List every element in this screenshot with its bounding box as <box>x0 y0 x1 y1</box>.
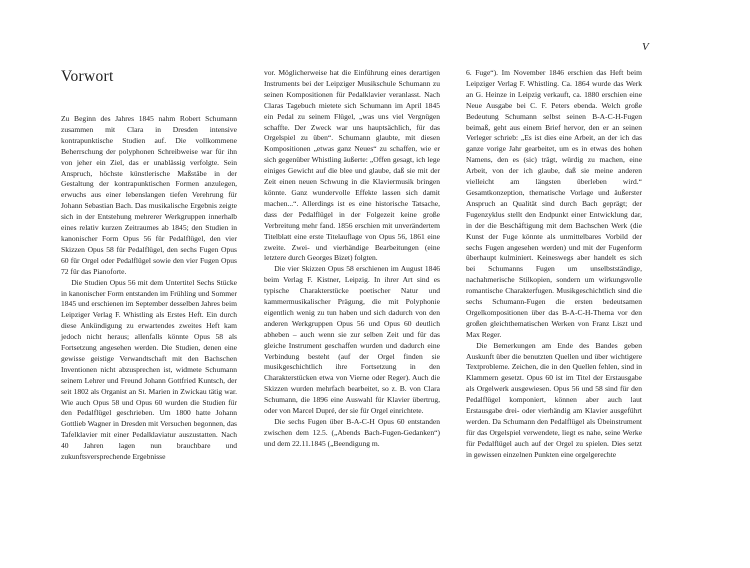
paragraph: vor. Möglicherweise hat die Einführung eines derartigen Instruments bei der Leipziger Musikschule Schumann zu seinen Kompositionen für Pedalklavier veranlasst. Nach Claras Tagebuch mietete sich Schumann im April 1845 ein Pedal zu seinem Flügel, „was uns viel Vergnügen schaffte. Der Zweck war uns hauptsächlich, für das Orgelspiel zu üben“. Schumann glaubte, mit diesen Kompositionen „etwas ganz Neues“ zu schaffen, wie er sich gegenüber Whistling äußerte: „Offen gesagt, ich lege einiges Gewicht auf die blee und glaube, daß sie mit der Zeit einen neuen Schwung in die Klaviermusik bringen könnte. Ganz wundervolle Effekte lassen sich damit machen...“. Allerdings ist es eine historische Tatsache, dass der Pedalflügel in der Folgezeit keine große Verbreitung mehr fand. 1856 erschien mit unverändertem Titelblatt eine erste Titelauflage von Opus 56, 1861 eine zweite. Zwei- und vierhändige Bearbeitungen (eine letztere durch Georges Bizet) folgten. <box>264 68 440 263</box>
text-column-2 <box>264 68 440 450</box>
text-column-3 <box>466 68 642 461</box>
paragraph: Zu Beginn des Jahres 1845 nahm Robert Schumann zusammen mit Clara in Dresden intensive kontrapunktische Studien auf. Die vollkommene Beherrschung der polyphonen Schreibweise war für ihn von jeher ein Ziel, das er unablässig verfolgte. Sein Anspruch, höchste künstlerische Maßstäbe in der Gestaltung der kontrapunktischen Formen anzulegen, erwuchs aus einer lebenslangen tiefen Verehrung für Johann Sebastian Bach. Das musikalische Ergebnis zeigte sich in der Entstehung mehrerer Werkgruppen innerhalb eines relativ kurzen Zeitraumes ab 1845; den Studien in kanonischer Form Opus 56 für Pedalflügel, den vier Skizzen Opus 58 für Pedalflügel, den sechs Fugen Opus 60 für Orgel oder Pedalflügel sowie den vier Fugen Opus 72 für das Pianoforte. <box>61 114 237 276</box>
page-title: Vorwort <box>61 68 114 85</box>
paragraph: Die Bemerkungen am Ende des Bandes geben Auskunft über die benutzten Quellen und über wichtigere Textprobleme. Zeichen, die in den Quellen fehlen, sind in Klammern gesetzt. Opus 60 ist im Titel der Erstausgabe als Orgelwerk ausgewiesen. Opus 56 und 58 sind für den Pedalflügel komponiert, können aber auch laut Erstausgabe drei- oder vierhändig am Klavier ausgeführt werden. Da Schumann den Pedalflügel als Übeinstrument für das Orgelspiel verwendete, liegt es nahe, seine Werke für Pedalflügel auch auf der Orgel zu spielen. Dies setzt in gewissen einzelnen Punkten eine orgelgerechte <box>466 340 642 459</box>
text-column-1 <box>61 114 237 463</box>
paragraph: Die vier Skizzen Opus 58 erschienen im August 1846 beim Verlag F. Kistner, Leipzig. In ihrer Art sind es typische Charakterstücke poetischer Natur und kammermusikalischer Prägung, die mit Polyphonie eigentlich wenig zu tun haben und sich dadurch von den anderen Werkgruppen Opus 56 und Opus 60 deutlich abheben – auch wenn sie zur selben Zeit und für das gleiche Instrument geschaffen wurden und dadurch eine Verbindung besteht (auf der Orgel finden sie musikgeschichtlich ihre Fortsetzung in den Charakterstücken etwa von Vierne oder Reger). Auch die Skizzen wurden mehrfach bearbeitet, so z. B. von Clara Schumann, die 1896 eine Auswahl für Klavier übertrug, oder von Marcel Dupré, der sie für Orgel einrichtete. <box>264 264 440 416</box>
paragraph: Die Studien Opus 56 mit dem Untertitel Sechs Stücke in kanonischer Form entstanden im Frühling und Sommer 1845 und erschienen im September desselben Jahres beim Leipziger Verlag F. Whistling als Erstes Heft. Ein durch diese Ankündigung zu erwartendes zweites Heft kam jedoch nicht heraus; allenfalls könnte Opus 58 als Fortsetzung angesehen werden. Die Studien, denen eine gewisse geistige Verwandtschaft mit den Bachschen Inventionen nicht abzusprechen ist, widmete Schumann seinem Lehrer und Freund Johann Gottfried Kuntsch, der seit 1802 als Organist an St. Marien in Zwickau tätig war. Wie auch Opus 58 und Opus 60 wurden die Studien für den Pedalflügel geschrieben. Um 1800 hatte Johann Gottlieb Wagner in Dresden mit Versuchen begonnen, das Tafelklavier mit einer Pedalklaviatur auszustatten. Nach 40 Jahren lagen nun brauchbare und zukunftsversprechende Ergebnisse <box>61 277 237 462</box>
paragraph: Die sechs Fugen über B-A-C-H Opus 60 entstanden zwischen dem 12.5. („Abends Bach-Fugen-Gedanken“) und dem 22.11.1845 („Beendigung m. <box>264 417 440 448</box>
page-number: V <box>642 41 650 53</box>
paragraph: 6. Fuge“). Im November 1846 erschien das Heft beim Leipziger Verlag F. Whistling. Ca. 1864 wurde das Werk an G. Heinze in Leipzig verkauft, ca. 1880 erschien eine Neue Ausgabe bei C. F. Peters ebenda. Welch große Bedeutung Schumann selbst seinen B-A-C-H-Fugen beimaß, geht aus einem Brief hervor, den er an seinen Verleger schrieb: „Es ist dies eine Arbeit, an der ich das ganze vorige Jahr gearbeitet, um es in etwas des hohen Namens, den es (sic) trägt, würdig zu machen, eine Arbeit, von der ich glaube, daß sie meine anderen vielleicht am längsten überleben wird.“ Gesamtkonzeption, thematische Vorlage und äußerster Anspruch an Qualität sind durch Bach geprägt; der Fugenzyklus stellt den Endpunkt einer Entwicklung dar, in der die Beschäftigung mit dem Bachschen Werk (die Kunst der Fuge könnte als unmittelbares Vorbild der sechs Fugen angesehen werden) und mit der Fugenform überhaupt kulminiert. Keineswegs aber handelt es sich bei Schumanns Fugen um unselbstständige, nachahmerische Stilkopien, sondern um wirkungsvolle romantische Charakterfugen. Musikgeschichtlich sind die sechs Schumann-Fugen die ersten bedeutsamen Orgelkompositionen über das B-A-C-H-Thema vor den großen gleichthematischen Werken von Franz Liszt und Max Reger. <box>466 68 642 339</box>
